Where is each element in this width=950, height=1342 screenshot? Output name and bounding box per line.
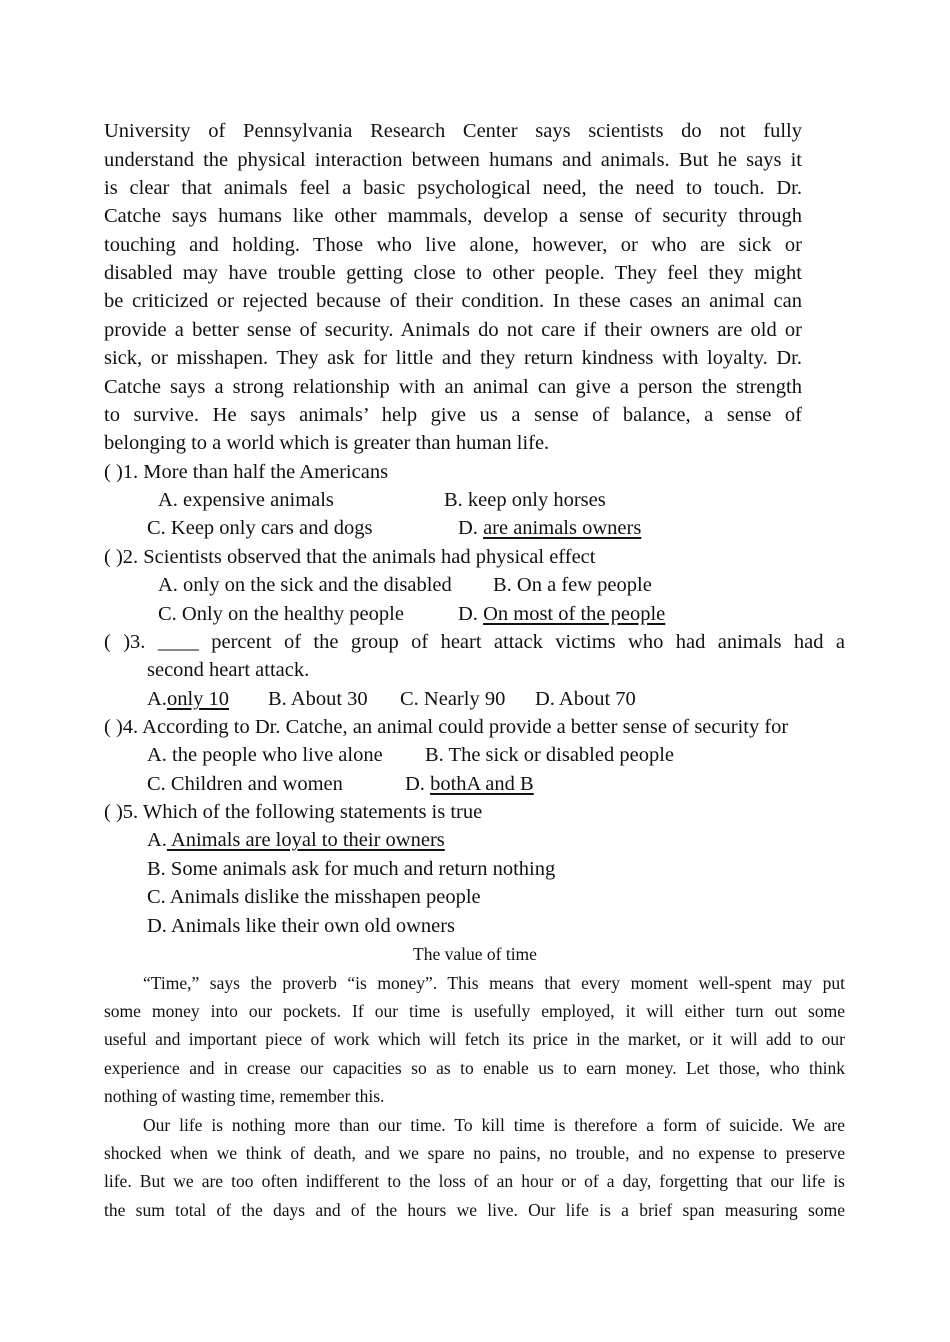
option-b: B. keep only horses — [444, 489, 606, 511]
paragraph-line: the sum total of the days and of the hours we live. Our life is a brief span measuring some — [104, 1200, 845, 1220]
question-stem: ( )1. More than half the Americans — [104, 461, 389, 483]
paragraph-line: useful and important piece of work which will fetch its price in the market, or it will add to our — [104, 1029, 845, 1049]
option-label: D. — [458, 603, 484, 625]
paragraph-line: some money into our pockets. If our time is usefully employed, it will either turn out some — [104, 1001, 845, 1021]
paragraph-line: experience and in crease our capacities so as to enable us to earn money. Let those, who think — [104, 1058, 845, 1078]
option-d — [405, 770, 534, 798]
underlined-answer: On most of the people — [483, 603, 666, 625]
paragraph-line: nothing of wasting time, remember this. — [104, 1086, 385, 1106]
option-label: D. — [405, 773, 431, 795]
option-c: C. Animals dislike the misshapen people — [147, 886, 481, 908]
passage-1-line: University of Pennsylvania Research Center says scientists do not fully — [104, 120, 802, 142]
question-stem: ( )5. Which of the following statements is true — [104, 801, 483, 823]
passage-1-line: understand the physical interaction between humans and animals. But he says it — [104, 149, 802, 171]
option-d — [458, 514, 641, 542]
passage-1-line: is clear that animals feel a basic psychological need, the need to touch. Dr. — [104, 177, 802, 199]
passage-1-line: to survive. He says animals’ help give us a sense of balance, a sense of — [104, 404, 802, 426]
question-stem-continued: second heart attack. — [147, 659, 310, 681]
passage-1-line: Catche says a strong relationship with an animal can give a person the strength — [104, 376, 802, 398]
option-d: D. Animals like their own old owners — [147, 915, 456, 937]
option-label: A. — [147, 688, 167, 710]
option-c: C. Only on the healthy people — [158, 603, 404, 625]
option-label: D. — [458, 517, 484, 539]
option-a — [147, 826, 445, 854]
option-d: D. About 70 — [535, 688, 636, 710]
underlined-answer: Animals are loyal to their owners — [166, 829, 445, 851]
passage-1-line: sick, or misshapen. They ask for little and they return kindness with loyalty. Dr. — [104, 347, 802, 369]
option-a — [147, 685, 229, 713]
option-a: A. expensive animals — [158, 489, 334, 511]
passage-1-line: be criticized or rejected because of their condition. In these cases an animal can — [104, 290, 802, 312]
passage-1-line: belonging to a world which is greater than human life. — [104, 432, 550, 454]
option-b: B. About 30 — [268, 688, 368, 710]
underlined-answer: only 10 — [166, 688, 230, 710]
passage-1-line: Catche says humans like other mammals, develop a sense of security through — [104, 205, 802, 227]
option-c: C. Children and women — [147, 773, 343, 795]
passage-title: The value of time — [413, 944, 537, 964]
option-b: B. On a few people — [493, 574, 652, 596]
option-d — [458, 600, 665, 628]
passage-1-line: disabled may have trouble getting close to other people. They feel they might — [104, 262, 802, 284]
passage-1-line: touching and holding. Those who live alone, however, or who are sick or — [104, 234, 802, 256]
underlined-answer: are animals owners — [483, 517, 642, 539]
passage-1-line: provide a better sense of security. Animals do not care if their owners are old or — [104, 319, 802, 341]
option-b: B. The sick or disabled people — [425, 744, 674, 766]
paragraph-line: “Time,” says the proverb “is money”. This means that every moment well-spent may put — [143, 973, 845, 993]
option-b: B. Some animals ask for much and return nothing — [147, 858, 556, 880]
option-c: C. Nearly 90 — [400, 688, 506, 710]
paragraph-line: life. But we are too often indifferent to the loss of an hour or of a day, forgetting that our life is — [104, 1171, 845, 1191]
option-a: A. the people who live alone — [147, 744, 383, 766]
paragraph-line: Our life is nothing more than our time. To kill time is therefore a form of suicide. We are — [143, 1115, 845, 1135]
question-stem: ( )3. ____ percent of the group of heart attack victims who had animals had a — [104, 631, 845, 653]
question-stem: ( )4. According to Dr. Catche, an animal could provide a better sense of security for — [104, 716, 789, 738]
question-stem: ( )2. Scientists observed that the animals had physical effect — [104, 546, 596, 568]
option-c: C. Keep only cars and dogs — [147, 517, 373, 539]
option-a: A. only on the sick and the disabled — [158, 574, 452, 596]
option-label: A. — [147, 829, 167, 851]
paragraph-line: shocked when we think of death, and we spare no pains, no trouble, and no expense to preserve — [104, 1143, 845, 1163]
underlined-answer: bothA and B — [430, 773, 534, 795]
